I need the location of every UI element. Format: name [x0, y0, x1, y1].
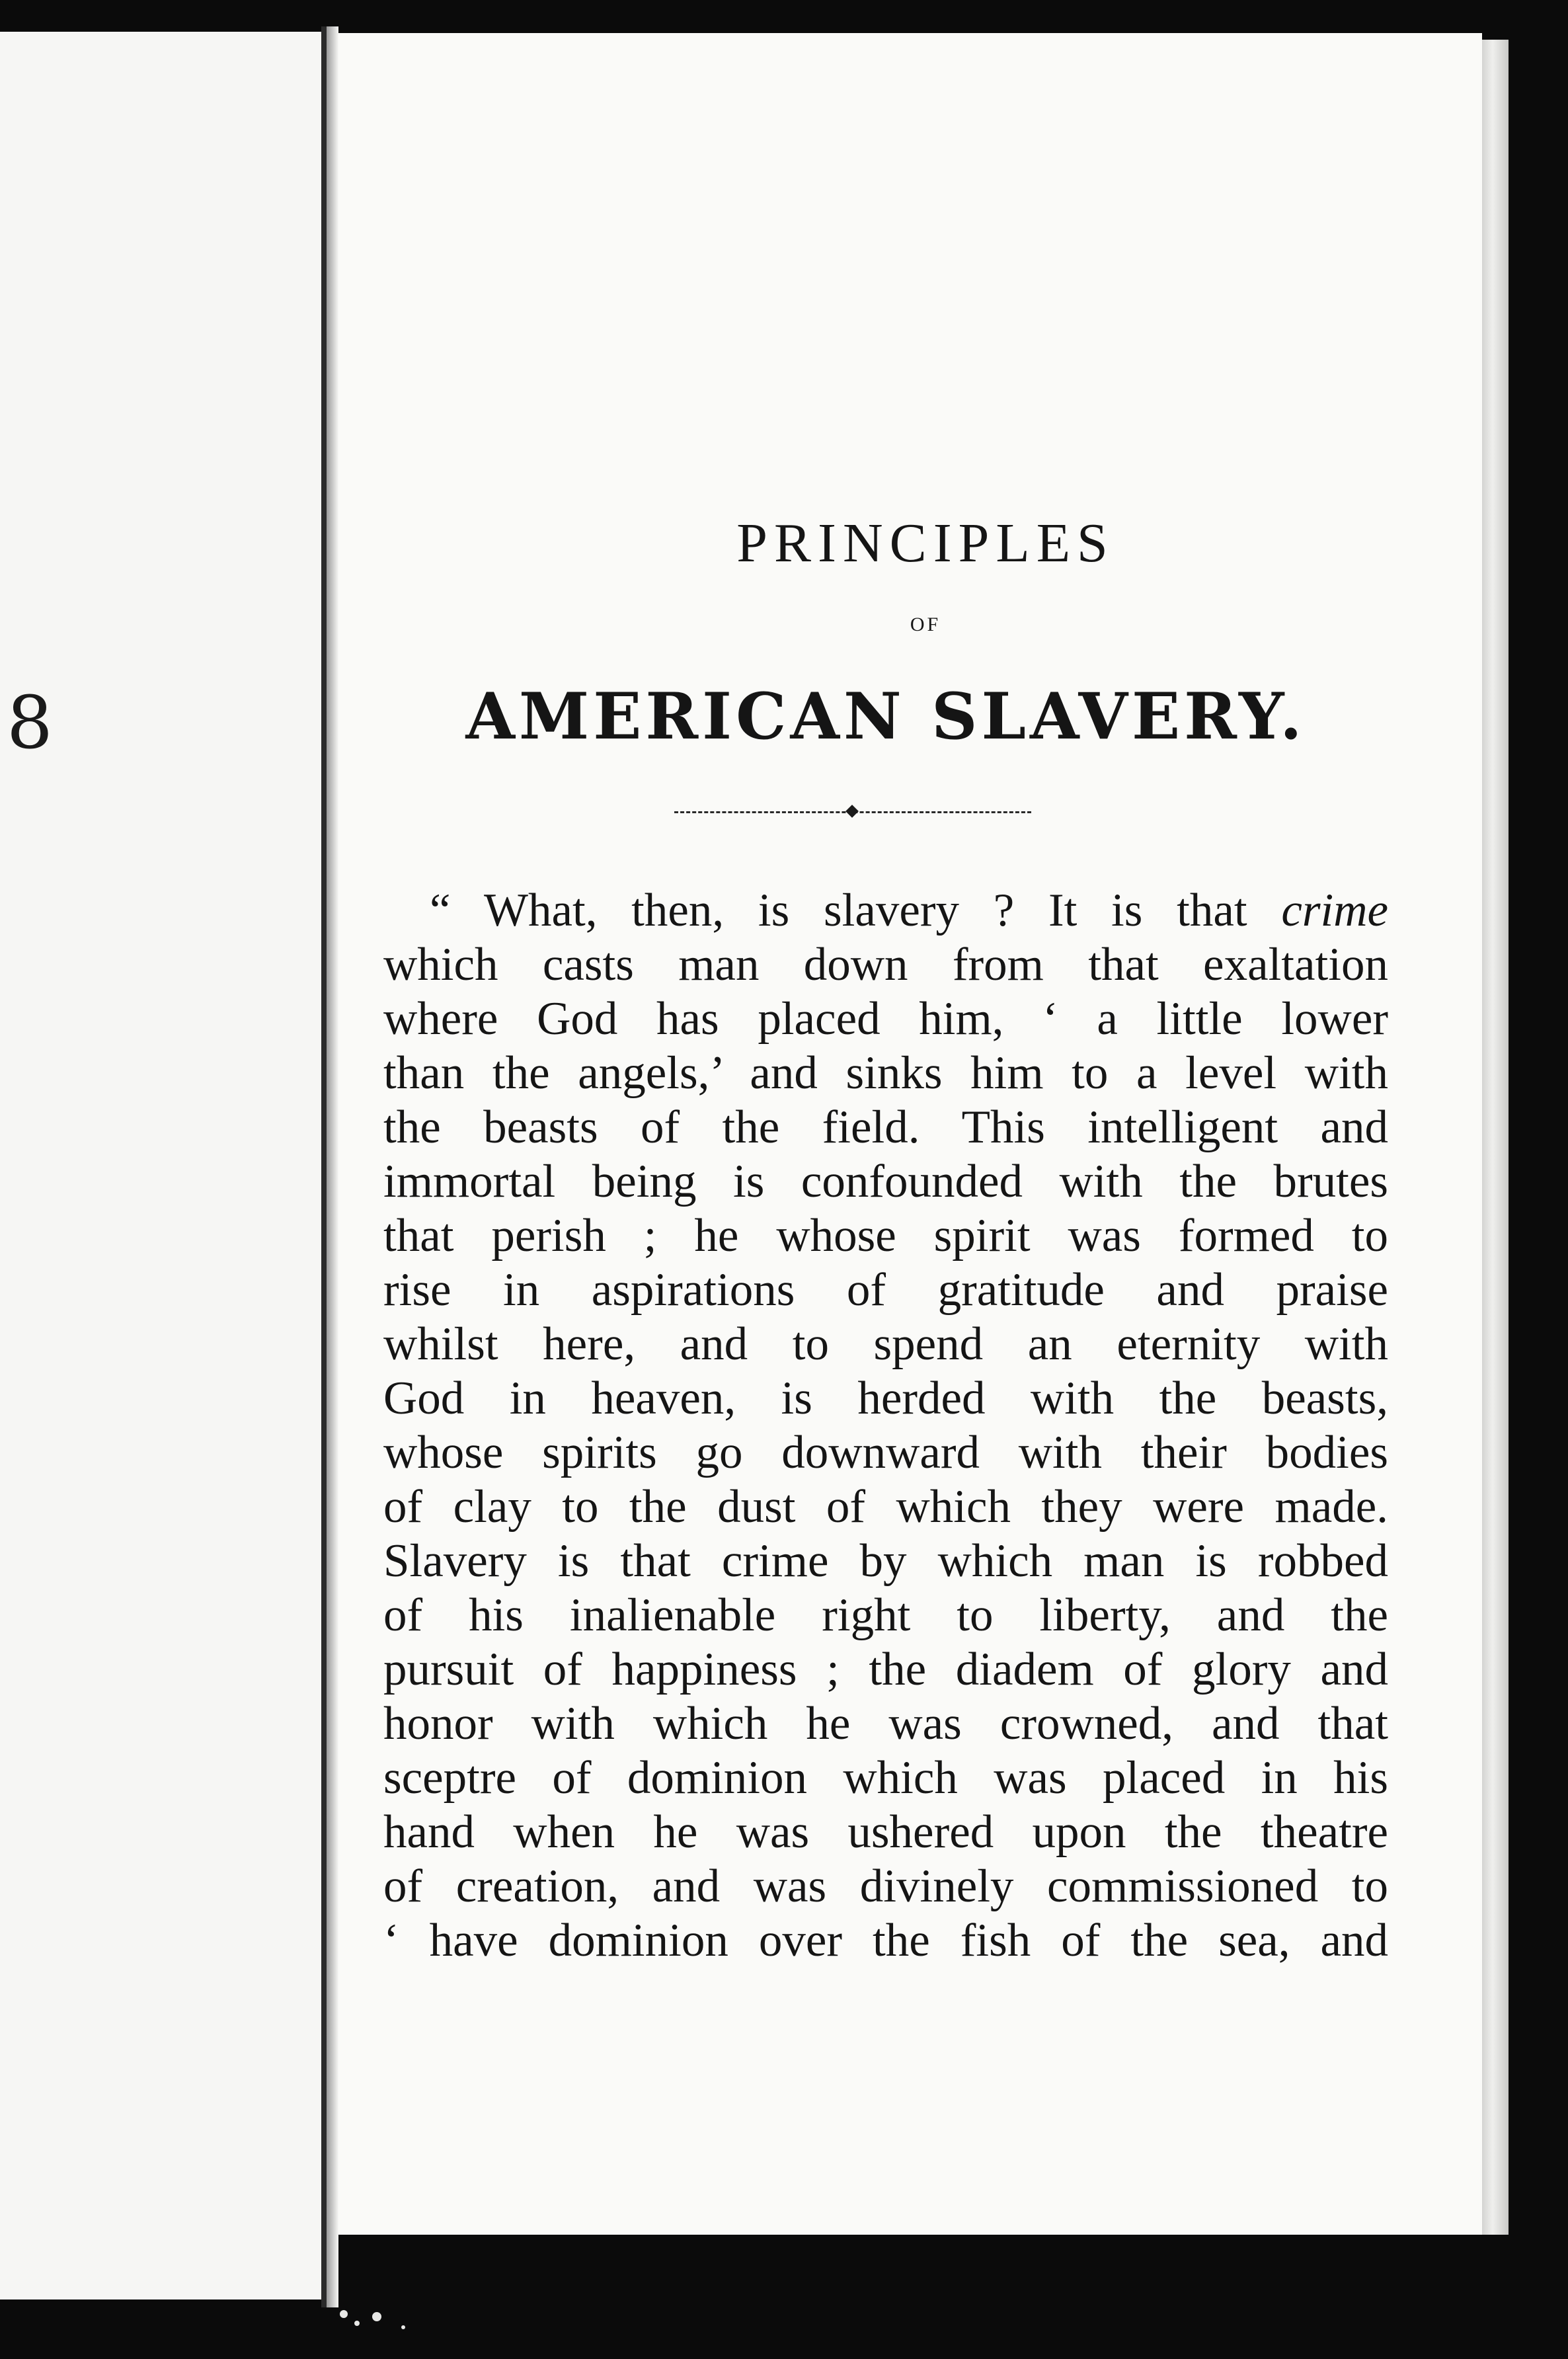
title-of: OF [910, 614, 941, 635]
ornamental-rule [674, 807, 1031, 817]
body-line: which casts man down from that exaltation [383, 939, 1388, 990]
page-edge [1482, 40, 1509, 2235]
body-line: honor with which he was crowned, and that [383, 1698, 1388, 1749]
scan-specks [331, 2301, 450, 2340]
margin-mark: 8 [7, 680, 53, 765]
diamond-ornament-icon [845, 805, 859, 818]
body-line: that perish ; he whose spirit was formed to [383, 1210, 1388, 1261]
title-principles: PRINCIPLES [736, 512, 1115, 574]
body-line: “ What, then, is slavery ? It is that crime [430, 885, 1388, 936]
left-page [0, 32, 324, 2299]
body-line: ‘ have dominion over the fish of the sea, and [383, 1915, 1388, 1966]
body-line: pursuit of happiness ; the diadem of glory and [383, 1644, 1388, 1695]
body-line: sceptre of dominion which was placed in his [383, 1752, 1388, 1804]
page-content [383, 512, 1388, 1968]
body-line: Slavery is that crime by which man is robbed [383, 1535, 1388, 1587]
body-line: hand when he was ushered upon the theatre [383, 1806, 1388, 1858]
body-line: whose spirits go downward with their bodies [383, 1427, 1388, 1478]
body-line: whilst here, and to spend an eternity with [383, 1318, 1388, 1370]
body-paragraph [383, 883, 1388, 1968]
body-line: God in heaven, is herded with the beasts, [383, 1373, 1388, 1424]
body-line: of creation, and was divinely commissioned to [383, 1860, 1388, 1912]
body-line: immortal being is confounded with the brutes [383, 1156, 1388, 1207]
emphasis-word: crime [1281, 885, 1388, 936]
body-line: where God has placed him, ‘ a little lower [383, 993, 1388, 1045]
title-american-slavery: AMERICAN SLAVERY. [465, 679, 1306, 754]
body-line: of his inalienable right to liberty, and the [383, 1589, 1388, 1641]
body-line: than the angels,’ and sinks him to a level with [383, 1047, 1388, 1099]
body-line: of clay to the dust of which they were made. [383, 1481, 1388, 1533]
body-line: the beasts of the field. This intelligent and [383, 1101, 1388, 1153]
gutter-shadow [327, 26, 338, 2307]
book-gutter [321, 26, 327, 2307]
body-line: rise in aspirations of gratitude and praise [383, 1264, 1388, 1316]
